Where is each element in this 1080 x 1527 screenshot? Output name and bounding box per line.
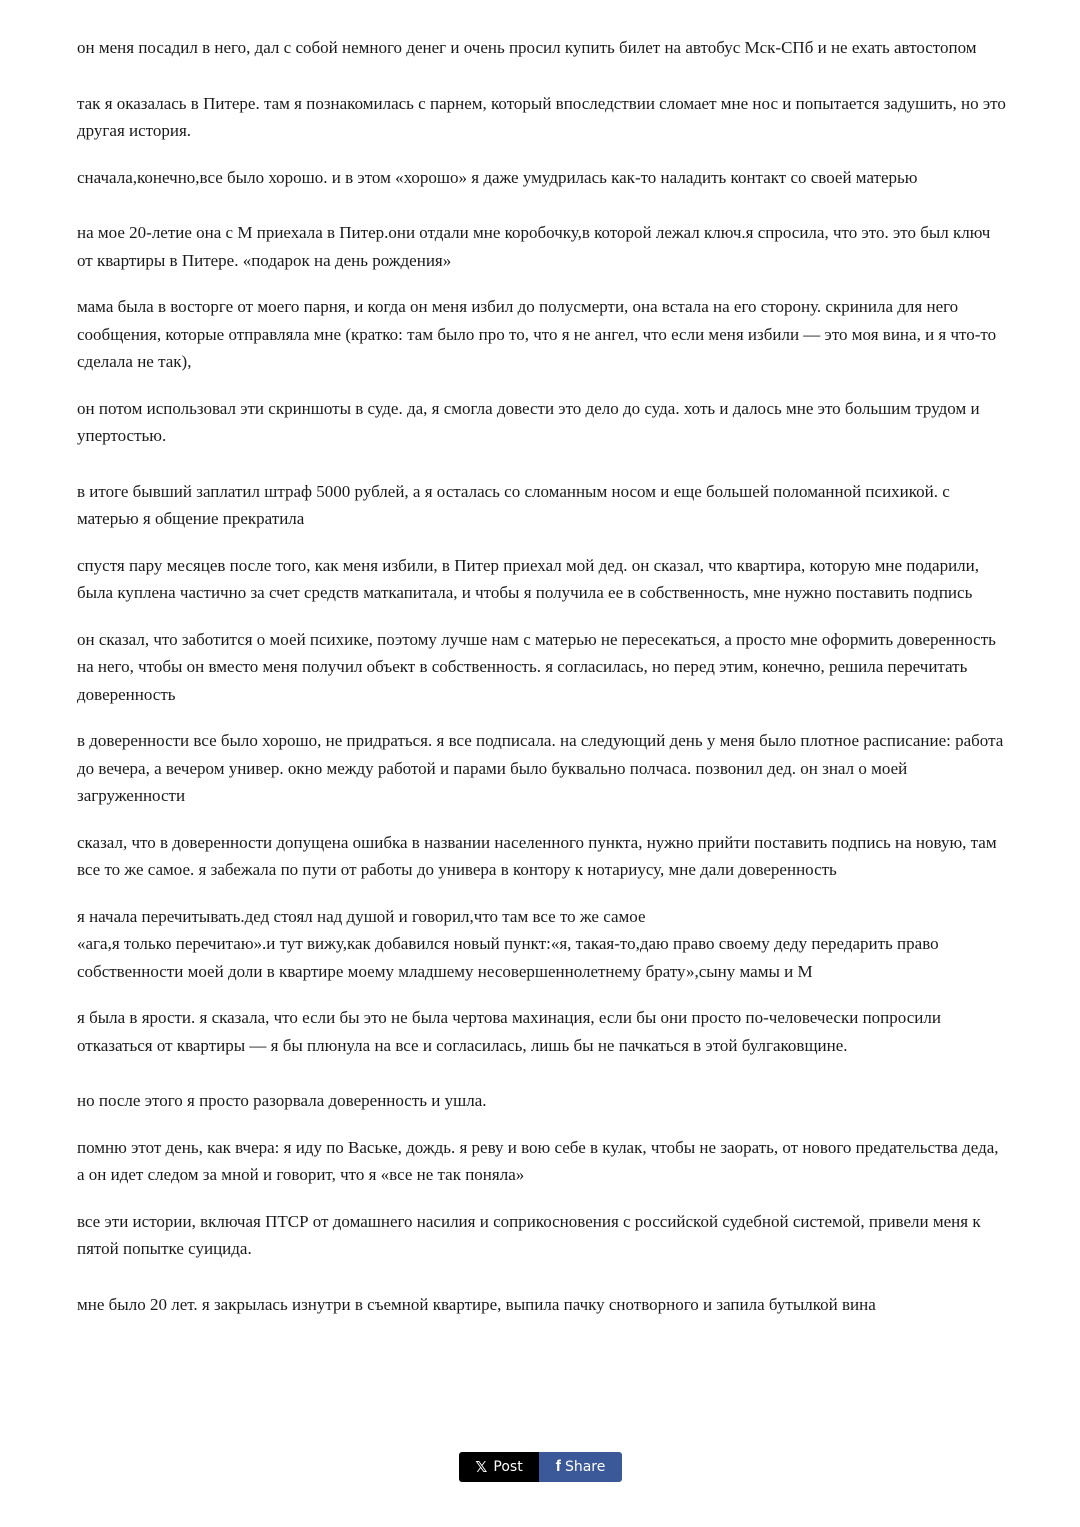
share-bar bbox=[459, 1452, 622, 1482]
paragraph-13: я была в ярости. я сказала, что если бы это не была чертова махинация, если бы они просто по-человечески попросили отказаться от квартиры — я бы плюнула на все и согласилась, лишь бы не пачкаться в этой булгаковщине. bbox=[77, 1008, 941, 1055]
x-post-button[interactable] bbox=[459, 1452, 539, 1482]
paragraph-3: сначала,конечно,все было хорошо. и в этом «хорошо» я даже умудрилась как-то наладить контакт со своей матерью bbox=[77, 167, 918, 187]
paragraph-10: в доверенности все было хорошо, не придраться. я все подписала. на следующий день у меня было плотное расписание: работа до вечера, а вечером универ. окно между работой и парами было буквально полчаса. позвонил дед. он знал о моей загруженности bbox=[77, 731, 1004, 805]
x-post-label: Post bbox=[493, 1459, 523, 1475]
paragraph-14: но после этого я просто разорвала доверенность и ушла. bbox=[77, 1091, 487, 1110]
paragraph-8: спустя пару месяцев после того, как меня избили, в Питер приехал мой дед. он сказал, что квартира, которую мне подарили, была куплена частично за счет средств маткапитала, и чтобы я получила ее в собственность, мне нужно поставить подпись bbox=[77, 555, 980, 602]
paragraph-11: сказал, что в доверенности допущена ошибка в названии населенного пункта, нужно прийти поставить подпись на новую, там все то же самое. я забежала по пути от работы до универа в контору к нотариусу, мне дали доверенность bbox=[77, 832, 997, 879]
paragraph-12: я начала перечитывать.дед стоял над душой и говорил,что там все то же самое «ага,я только перечитаю».и тут вижу,как добавился новый пункт:«я, такая-то,даю право своему деду передарить право собственности моей доли в квартире моему младшему несовершеннолетнему брату»,сыну мамы и М bbox=[77, 906, 939, 981]
paragraph-16: все эти истории, включая ПТСР от домашнего насилия и соприкосновения с российской судебной системой, привели меня к пятой попытке суицида. bbox=[77, 1211, 981, 1258]
paragraph-5: мама была в восторге от моего парня, и когда он меня избил до полусмерти, она встала на его сторону. скринила для него сообщения, которые отправляла мне (кратко: там было про то, что я не ангел, что если меня избили — это моя вина, и я что-то сделала не так), bbox=[77, 297, 997, 371]
paragraph-4: на мое 20-летие она с М приехала в Питер.они отдали мне коробочку,в которой лежал ключ.я спросила, что это. это был ключ от квартиры в Питере. «подарок на день рождения» bbox=[77, 223, 991, 270]
paragraph-7: в итоге бывший заплатил штраф 5000 рублей, а я осталась со сломанным носом и еще большей поломанной психикой. с матерью я общение прекратила bbox=[77, 481, 950, 528]
facebook-icon: f bbox=[555, 1458, 561, 1475]
facebook-share-label: Share bbox=[564, 1459, 606, 1475]
paragraph-6: он потом использовал эти скриншоты в суде. да, я смогла довести это дело до суда. хоть и далось мне это большим трудом и упертостью. bbox=[77, 398, 980, 445]
paragraph-2: так я оказалась в Питере. там я познакомилась с парнем, который впоследствии сломает мне нос и попытается задушить, но это другая история. bbox=[77, 93, 1006, 140]
paragraph-1: он меня посадил в него, дал с собой немного денег и очень просил купить билет на автобус Мск-СПб и не ехать автостопом bbox=[77, 38, 977, 57]
paragraph-17: мне было 20 лет. я закрылась изнутри в съемной квартире, выпила пачку снотворного и запила бутылкой вина bbox=[77, 1294, 876, 1314]
x-logo-icon: 𝕏 bbox=[475, 1458, 488, 1476]
paragraph-9: он сказал, что заботится о моей психике, поэтому лучше нам с матерью не пересекаться, а просто мне оформить доверенность на него, чтобы он вместо меня получил объект в собственность. я согласилась, но перед этим, конечно, решила перечитать доверенность bbox=[77, 629, 996, 704]
paragraph-15: помню этот день, как вчера: я иду по Ваське, дождь. я реву и вою себе в кулак, чтобы не заорать, от нового предательства деда, а он идет следом за мной и говорит, что я «все не так поняла» bbox=[77, 1137, 999, 1184]
article-body bbox=[77, 34, 1007, 1444]
facebook-share-button[interactable] bbox=[539, 1452, 622, 1482]
